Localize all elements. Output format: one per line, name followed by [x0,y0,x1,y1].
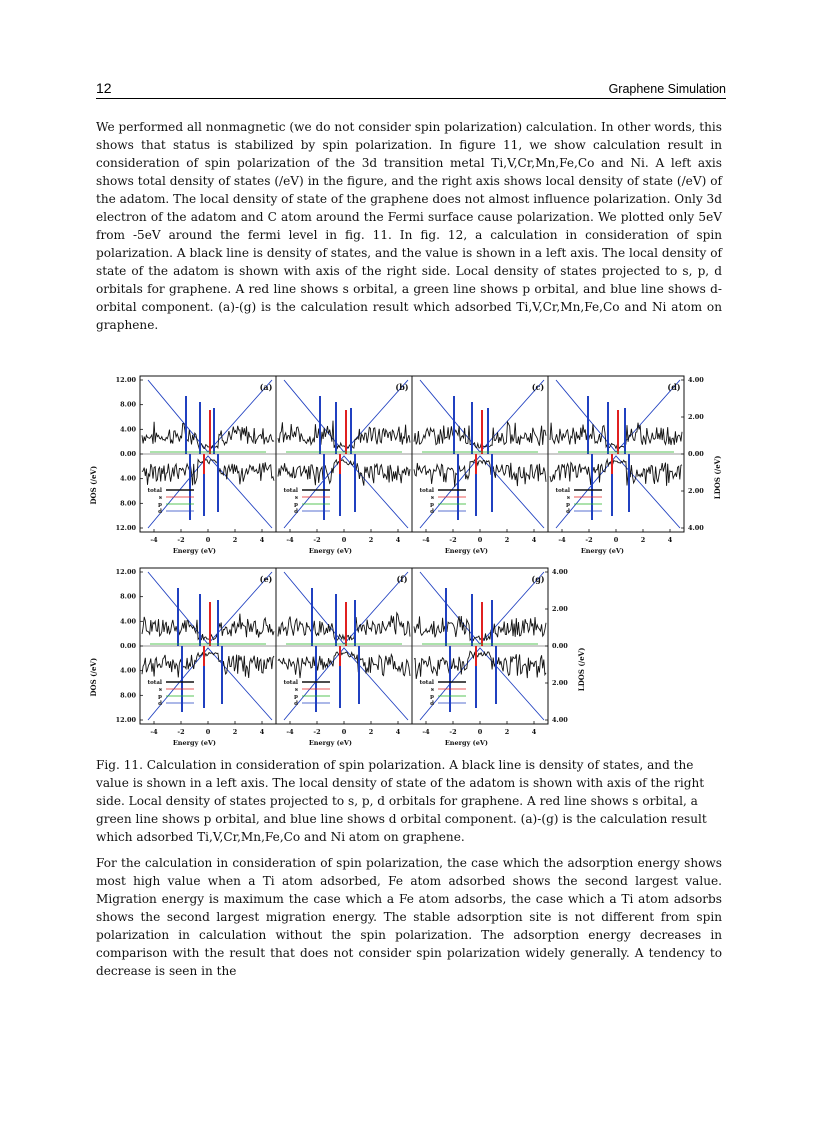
legend-label: p [294,502,298,508]
x-tick-label: 0 [477,536,483,544]
x-tick-label: -2 [177,536,185,544]
left-axis-label: DOS (/eV) [89,657,98,697]
panel-label: (c) [531,382,545,392]
legend-label: d [158,509,162,515]
legend-label: total [419,488,434,494]
right-tick-label: 0.00 [688,450,704,458]
left-tick-label: 8.00 [120,691,136,700]
left-tick-label: 12.00 [115,716,136,724]
left-tick-label: 0.00 [120,450,136,458]
x-axis-label: Energy (eV) [308,739,352,747]
left-axis-label: DOS (/eV) [89,465,98,505]
figure-11 [84,368,724,752]
x-tick-label: 2 [640,536,646,544]
figure-axes [89,376,722,747]
x-tick-label: -4 [150,728,158,736]
running-title: Graphene Simulation [608,82,726,96]
paragraph-1: We performed all nonmagnetic (we do not consider spin polarization) calculation. In other words, this shows that status is stabilized by spin polarization. In figure 11, we show calculation result in consideration of spin polarization of the 3d transition metal Ti,V,Cr,Mn,Fe,Co and Ni. A left axis shows total density of states (/eV) in the figure, and the right axis shows local density of state (/eV) of the adatom. The local density of state of the graphene does not almost influence polarization. Only 3d electron of the adatom and C atom around the Fermi surface cause polarization. We plotted only 5eV from -5eV around the fermi level in fig. 11. In fig. 12, a calculation in consideration of spin polarization. A black line is density of states, and the value is shown in a left axis. The local density of state of the adatom is shown with axis of the right side. Local density of states projected to s, p, d orbitals for graphene. A red line shows s orbital, a green line shows p orbital, and blue line shows d-orbital component. (a)-(g) is the calculation result which adsorbed Ti,V,Cr,Mn,Fe,Co and Ni atom on graphene. [96,120,722,332]
x-tick-label: 0 [205,536,211,544]
figure-caption: Fig. 11. Calculation in consideration of spin polarization. A black line is density of states, and the value is shown in a left axis. The local density of state of the adatom is shown with axis of the right side. Local density of states projected to s, p, d orbitals for graphene. A red line shows s orbital, a green line shows p orbital, and blue line shows d orbital component. (a)-(g) is the calculation result which adsorbed Ti,V,Cr,Mn,Fe,Co and Ni atom on graphene. [96,758,707,844]
legend-label: d [158,701,162,707]
legend-label: s [294,495,298,501]
page-number: 12 [96,80,112,96]
x-tick-label: -4 [150,536,158,544]
panel-label: (b) [395,382,409,392]
legend-label: p [158,694,162,700]
x-tick-label: -2 [585,536,593,544]
legend-label: p [430,694,434,700]
legend-label: s [430,687,434,693]
legend-label: d [294,701,298,707]
left-tick-label: 0.00 [120,642,136,650]
legend-label: p [158,502,162,508]
left-tick-label: 4.00 [120,617,136,626]
legend-label: total [419,680,434,686]
x-tick-label: -4 [558,536,566,544]
x-tick-label: -2 [177,728,185,736]
page-header [96,80,726,99]
x-axis-label: Energy (eV) [580,547,624,555]
x-axis-label: Energy (eV) [444,547,488,555]
x-tick-label: 4 [259,728,265,736]
panel-c [412,376,548,555]
right-axis-label: LDOS (/eV) [713,455,722,500]
x-tick-label: 4 [395,728,401,736]
x-tick-label: -4 [422,536,430,544]
legend-label: total [555,488,570,494]
paragraph-2: For the calculation in consideration of spin polarization, the case which the adsorption energy shows most high value when a Ti atom adsorbed, Fe atom adsorbed shows the second largest value. Migration energy is maximum the case which a Fe atom adsorbs, the case which a Ti atom adsorbs shows the second largest migration energy. The stable adsorption site is not different from spin polarization in calculation without the spin polarization. The adsorption energy decreases in comparison with the result that does not consider spin polarization widely generally. A tendency to decrease is seen in the [96,856,722,978]
panel-b [276,376,412,555]
legend-label: s [430,495,434,501]
x-tick-label: -2 [313,536,321,544]
x-tick-label: 2 [368,536,374,544]
x-tick-label: 0 [205,728,211,736]
legend-label: p [566,502,570,508]
legend-label: s [566,495,570,501]
panel-label: (a) [259,382,273,392]
right-tick-label: 4.00 [688,376,704,384]
panel-label: (d) [667,382,681,392]
right-tick-label: 4.00 [688,524,704,532]
x-axis-label: Energy (eV) [308,547,352,555]
panel-e [140,568,276,747]
left-tick-label: 4.00 [120,666,136,675]
x-tick-label: 0 [341,728,347,736]
x-tick-label: 0 [477,728,483,736]
legend-label: total [147,488,162,494]
x-tick-label: -2 [449,728,457,736]
x-tick-label: -2 [449,536,457,544]
right-tick-label: 4.00 [552,568,568,576]
x-tick-label: 4 [259,536,265,544]
x-tick-label: 4 [531,536,537,544]
x-axis-label: Energy (eV) [444,739,488,747]
left-tick-label: 8.00 [120,499,136,508]
left-tick-label: 8.00 [120,400,136,409]
legend-label: total [147,680,162,686]
right-axis-label: LDOS (/eV) [577,647,586,692]
x-axis-label: Energy (eV) [172,547,216,555]
x-tick-label: 2 [368,728,374,736]
x-tick-label: 2 [504,728,510,736]
panel-a [140,376,276,555]
left-tick-label: 4.00 [120,474,136,483]
x-tick-label: 0 [341,536,347,544]
left-tick-label: 12.00 [115,568,136,576]
legend-label: p [294,694,298,700]
legend-label: d [566,509,570,515]
right-tick-label: 2.00 [688,413,704,421]
legend-label: s [158,687,162,693]
panel-f [276,568,412,747]
legend-label: d [294,509,298,515]
right-tick-label: 0.00 [552,642,568,650]
x-tick-label: -2 [313,728,321,736]
legend-label: total [283,680,298,686]
x-axis-label: Energy (eV) [172,739,216,747]
x-tick-label: 2 [504,536,510,544]
left-tick-label: 12.00 [115,376,136,384]
x-tick-label: 2 [232,536,238,544]
panel-label: (f) [396,574,408,584]
legend-label: s [158,495,162,501]
legend-label: total [283,488,298,494]
left-tick-label: 8.00 [120,592,136,601]
x-tick-label: -4 [422,728,430,736]
legend-label: d [430,509,434,515]
x-tick-label: 2 [232,728,238,736]
panel-g [412,568,548,747]
x-tick-label: 4 [395,536,401,544]
x-tick-label: 0 [613,536,619,544]
left-tick-label: 12.00 [115,524,136,532]
legend-label: d [430,701,434,707]
legend-label: s [294,687,298,693]
right-tick-label: 4.00 [552,716,568,724]
x-tick-label: 4 [531,728,537,736]
legend-label: p [430,502,434,508]
x-tick-label: -4 [286,536,294,544]
right-tick-label: 2.00 [688,487,704,495]
dos-figure [84,368,724,752]
left-tick-label: 4.00 [120,425,136,434]
panel-label: (e) [259,574,273,584]
x-tick-label: -4 [286,728,294,736]
x-tick-label: 4 [667,536,673,544]
right-tick-label: 2.00 [552,679,568,687]
panel-label: (g) [531,574,545,584]
right-tick-label: 2.00 [552,605,568,613]
panel-d [548,376,684,555]
